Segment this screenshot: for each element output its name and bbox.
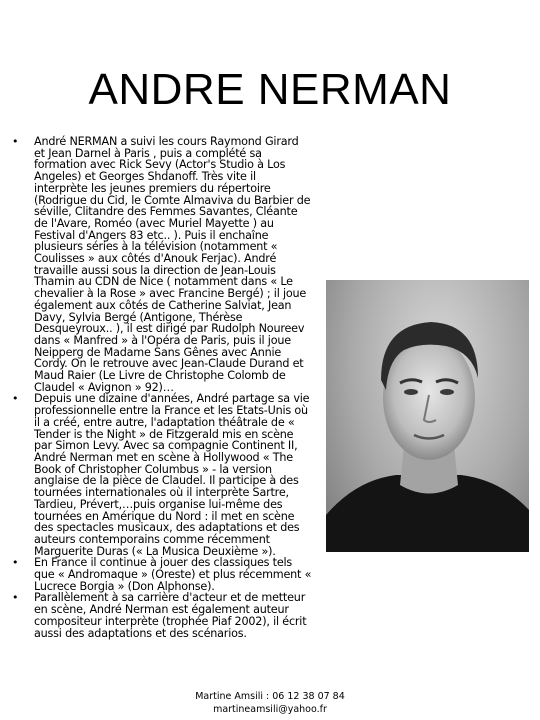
bio-paragraph-1 [12,136,312,393]
page-title: ANDRE NERMAN [88,65,452,114]
bullet-icon: • [12,135,19,148]
bio-paragraph-3 [12,557,312,592]
bullet-icon: • [12,556,19,570]
bullet-icon: • [12,591,19,605]
contact-footer [170,690,370,716]
biography-list [12,136,312,639]
bullet-icon: • [12,392,19,406]
contact-email: martineamsili@yahoo.fr [213,704,327,715]
contact-phone: Martine Amsili : 06 12 38 07 84 [195,691,345,702]
bio-text: Parallèlement à sa carrière d'acteur et de metteur en scène, André Nerman est également auteur compositeur interprète (trophée Piaf 2002), il écrit aussi des adaptations et des scénarios. [34,591,307,640]
portrait-illustration [326,280,529,552]
portrait-photo [326,280,529,552]
bio-paragraph-4 [12,592,312,639]
bio-text: Depuis une dizaine d'années, André partage sa vie professionnelle entre la France et les Etats-Unis où il a créé, entre autre, l'adaptation théâtrale de « Tender is the Night » de Fitzgerald mis en scène par Simon Levy. Avec sa compagnie Continent II, André Nerman met en scène à Hollywood « The Book of Christopher Columbus » - la version anglaise de la pièce de Claudel. Il participe à des tournées internationales où il interprète Sartre, Tardieu, Prévert,…puis organise lui-même des tournées en Amérique du Nord : il met en scène des spectacles musicaux, des adaptations et des auteurs contemporains comme récemment Marguerite Duras (« La Musica Deuxième »). [34,392,310,558]
bio-paragraph-2 [12,393,312,557]
bio-text: En France il continue à jouer des classiques tels que « Andromaque » (Oreste) et plus récemment « Lucrece Borgia » (Don Alphonse). [34,556,312,593]
bio-text: André NERMAN a suivi les cours Raymond Girard et Jean Darnel à Paris , puis a complété sa formation avec Rick Sevy (Actor's Studio à Los Angeles) et Georges Shdanoff. Très vite il interprète les jeunes premiers du répertoire (Rodrigue du Cid, le Comte Almaviva du Barbier de séville, Clitandre des Femmes Savantes, Cléante de l'Avare, Roméo (avec Muriel Mayette ) au Festival d'Angers 83 etc.. ). Puis il enchaîne plusieurs séries à la télévision (notamment « Coulisses » aux côtés d'Anouk Ferjac). André travaille aussi sous la direction de Jean-Louis Thamin au CDN de Nice ( notamment dans « Le chevalier à la Rose » avec Francine Bergé) ; il joue également aux côtés de Catherine Salviat, Jean Davy, Sylvia Bergé (Antigone, Thérèse Desqueyroux.. ), il est dirigé par Rudolph Noureev dans « Manfred » à l'Opéra de Paris, puis il joue Neipperg de Madame Sans Gênes avec Annie Cordy. On le retrouve avec Jean-Claude Durand et Maud Raier (Le Livre de Christophe Colomb de Claudel « Avignon » 92)… [34,135,311,394]
